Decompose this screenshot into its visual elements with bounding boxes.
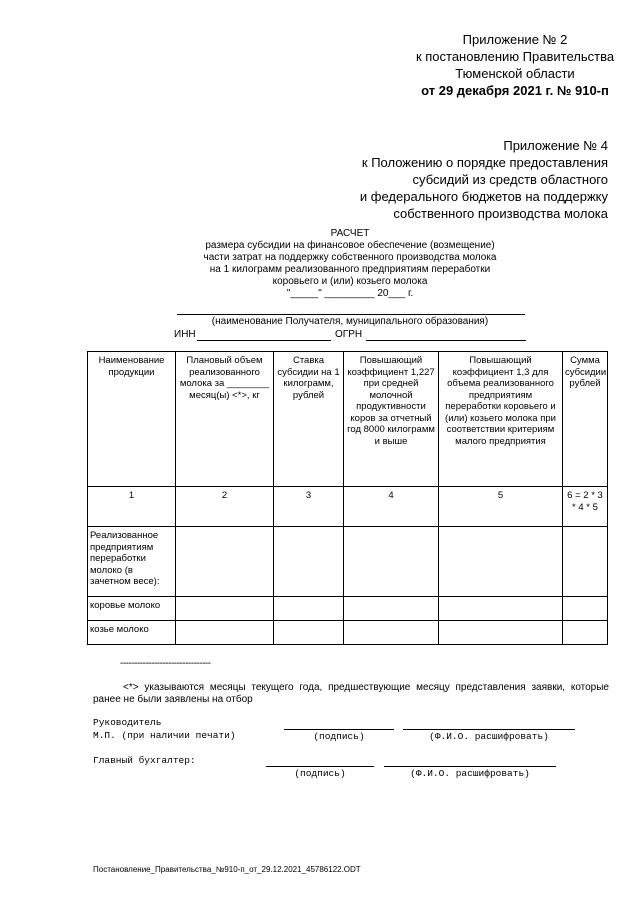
inn-label: ИНН bbox=[174, 329, 196, 340]
footnote-separator: -------------------------------- bbox=[120, 658, 211, 669]
inn-line bbox=[197, 340, 331, 341]
appendix-2-date: от 29 декабря 2021 г. № 910-п bbox=[421, 83, 609, 98]
table-cell bbox=[344, 597, 439, 621]
appendix-4-line4: и федерального бюджетов на поддержку bbox=[359, 189, 608, 204]
header-cell: Повышающий коэффициент 1,227 при средней молочной продуктивности коров за отчетный год 8000 килограмм и выше bbox=[344, 352, 439, 487]
footer-filename: Постановление_Правительства_№910-п_от_29.12.2021_45786122.ODT bbox=[93, 865, 361, 874]
calc-title-word: РАСЧЕТ bbox=[330, 228, 370, 239]
stamp-label: М.П. (при наличии печати) bbox=[93, 730, 236, 741]
column-number: 4 bbox=[344, 487, 439, 527]
table-cell bbox=[439, 597, 563, 621]
calc-title-line4: на 1 килограмм реализованного предприятиям переработки bbox=[209, 264, 491, 275]
table-cell bbox=[344, 621, 439, 645]
table-cell bbox=[344, 527, 439, 597]
appendix-4-header bbox=[300, 137, 608, 222]
header-cell: Повышающий коэффициент 1,3 для объема реализованного предприятиям переработки коровьего и (или) козьего молока при соответствии критериям малого предприятия bbox=[439, 352, 563, 487]
footnote-text: <*> указываются месяцы текущего года, предшествующие месяцу представления заявки, которые ранее не были заявлены на отбор bbox=[93, 682, 609, 705]
column-number: 6 = 2 * 3 * 4 * 5 bbox=[563, 487, 608, 527]
accountant-signature-caption: (подпись) bbox=[294, 768, 346, 779]
row-label: козье молоко bbox=[88, 621, 176, 645]
accountant-name-line bbox=[384, 766, 556, 767]
head-signature-line bbox=[284, 729, 394, 730]
table-cell bbox=[563, 597, 608, 621]
table-cell bbox=[274, 621, 344, 645]
header-cell: Наименование продукции bbox=[88, 352, 176, 487]
appendix-4-line3: субсидий из средств областного bbox=[412, 172, 608, 187]
calc-table bbox=[87, 351, 608, 645]
column-number: 1 bbox=[88, 487, 176, 527]
table-row bbox=[88, 527, 608, 597]
row-label: коровье молоко bbox=[88, 597, 176, 621]
header-cell: Плановый объем реализованного молока за ________ месяц(ы) <*>, кг bbox=[176, 352, 274, 487]
head-label: Руководитель bbox=[93, 717, 162, 728]
row-label: Реализованное предприятиям переработки молоко (в зачетном весе): bbox=[88, 527, 176, 597]
table-header-row bbox=[88, 352, 608, 487]
appendix-4-title: Приложение № 4 bbox=[503, 138, 608, 153]
ogrn-label: ОГРН bbox=[335, 329, 363, 340]
appendix-4-line5: собственного производства молока bbox=[393, 206, 608, 221]
appendix-2-line2: к постановлению Правительства bbox=[415, 49, 615, 64]
calc-title bbox=[160, 228, 540, 300]
accountant-label: Главный бухгалтер: bbox=[93, 755, 196, 766]
appendix-2-title: Приложение № 2 bbox=[462, 32, 568, 47]
recipient-caption: (наименование Получателя, муниципального образования) bbox=[211, 316, 489, 327]
header-cell: Ставка субсидии на 1 килограмм, рублей bbox=[274, 352, 344, 487]
table-cell bbox=[274, 527, 344, 597]
accountant-name-caption: (Ф.И.О. расшифровать) bbox=[410, 768, 530, 779]
table-cell bbox=[274, 597, 344, 621]
header-cell: Сумма субсидии, рублей bbox=[563, 352, 608, 487]
ogrn-line bbox=[366, 340, 526, 341]
column-number: 5 bbox=[439, 487, 563, 527]
table-row bbox=[88, 597, 608, 621]
table-row bbox=[88, 621, 608, 645]
appendix-2-line3: Тюменской области bbox=[455, 66, 575, 81]
calc-title-line2: размера субсидии на финансовое обеспечение (возмещение) bbox=[205, 240, 495, 251]
head-name-caption: (Ф.И.О. расшифровать) bbox=[429, 731, 549, 742]
table-cell bbox=[176, 527, 274, 597]
column-number: 2 bbox=[176, 487, 274, 527]
accountant-signature-line bbox=[266, 766, 374, 767]
calc-date-line: "_____" _________ 20___ г. bbox=[286, 288, 414, 299]
table-cell bbox=[563, 621, 608, 645]
recipient-name-line bbox=[177, 314, 525, 315]
calc-title-line5: коровьего и (или) козьего молока bbox=[272, 276, 428, 287]
table-cell bbox=[439, 621, 563, 645]
calc-title-line3: части затрат на поддержку собственного производства молока bbox=[203, 252, 497, 263]
table-cell bbox=[563, 527, 608, 597]
table-number-row bbox=[88, 487, 608, 527]
column-number: 3 bbox=[274, 487, 344, 527]
head-name-line bbox=[403, 729, 575, 730]
table-cell bbox=[176, 621, 274, 645]
table-cell bbox=[176, 597, 274, 621]
table-cell bbox=[439, 527, 563, 597]
appendix-2-header bbox=[330, 31, 640, 99]
head-signature-caption: (подпись) bbox=[313, 731, 365, 742]
appendix-4-line2: к Положению о порядке предоставления bbox=[361, 155, 608, 170]
